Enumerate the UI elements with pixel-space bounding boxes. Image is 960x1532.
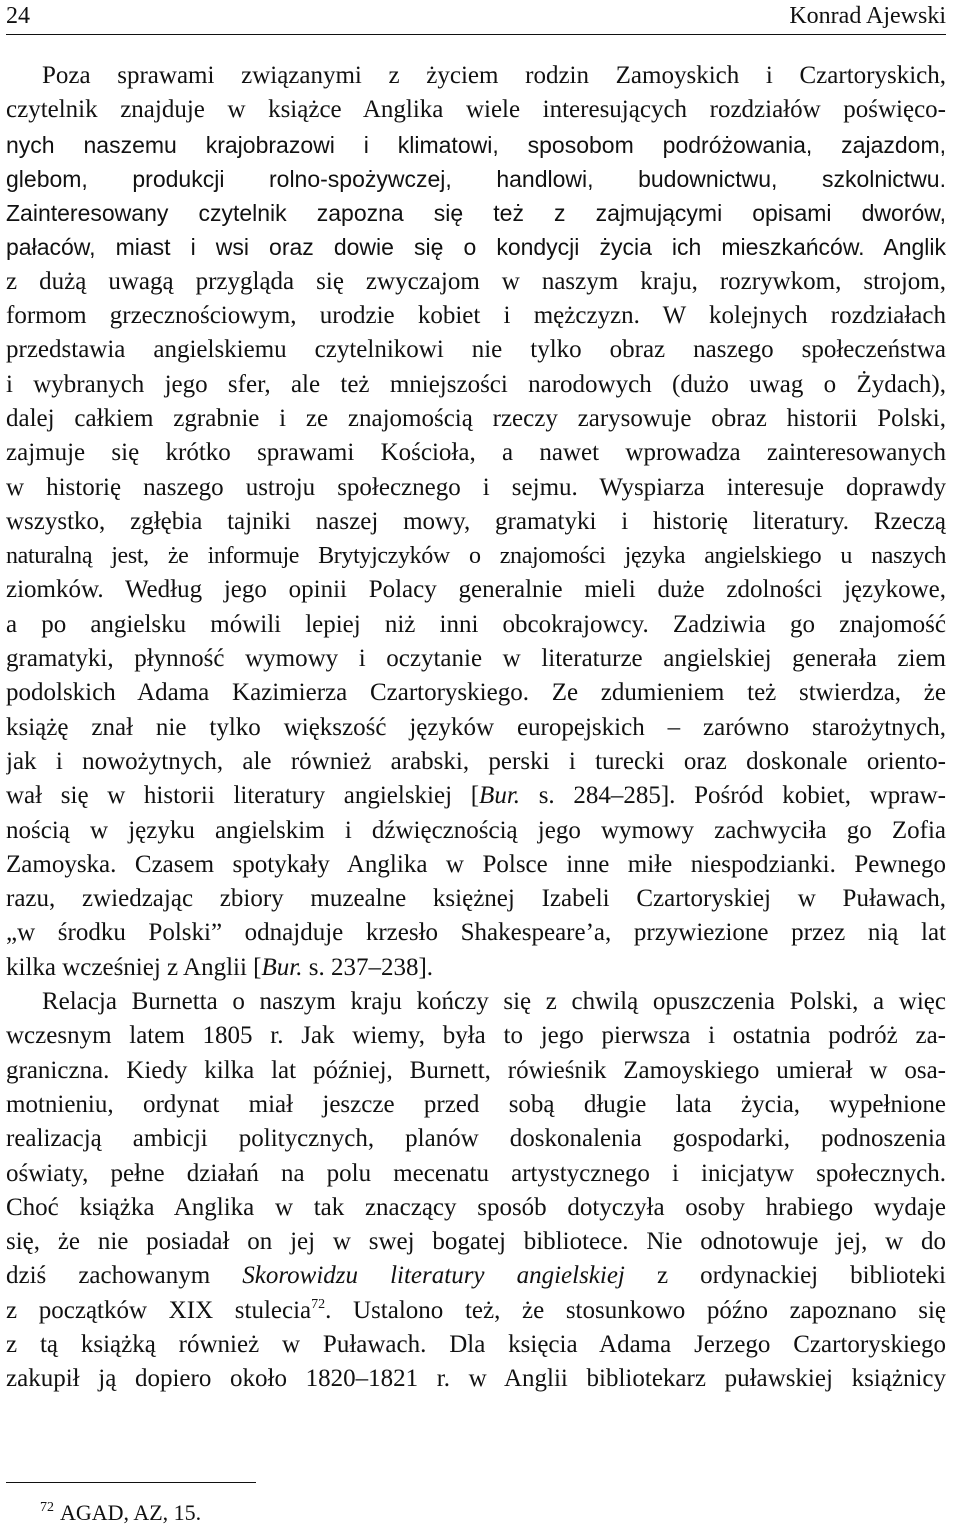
text-segment: oświaty, pełne działań na polu mecenatu artystycznego i inicjatyw społecznych. [6, 1159, 946, 1187]
text-line [6, 814, 946, 848]
text-line [6, 299, 946, 333]
text-segment: realizacją ambicji politycznych, planów doskonalenia gospodarki, podnoszenia [6, 1125, 946, 1153]
text-segment: „w środku Polski” odnajduje krzesło Shakespeare’a, przywiezione przez nią lat [6, 919, 946, 947]
page-number: 24 [6, 3, 30, 29]
text-line [6, 402, 946, 436]
text-line [6, 1019, 946, 1053]
text-segment: zajmuje się krótko sprawami Kościoła, a nawet wprowadza zainteresowanych [6, 439, 946, 467]
running-head-author: Konrad Ajewski [789, 3, 946, 29]
text-line [6, 676, 946, 710]
italic-text: Bur. [261, 953, 303, 981]
text-segment: zakupił ją dopiero około 1820–1821 r. w Anglii bibliotekarz puławskiej książnicy [6, 1365, 946, 1393]
footnote-reference: 72 [311, 1296, 326, 1312]
text-line [6, 882, 946, 916]
text-segment: z dużą uwagą przygląda się zwyczajom w naszym kraju, rozrywkom, strojom, [6, 267, 946, 295]
text-segment: glebom, produkcji rolno-spożywczej, handlowi, budownictwu, szkolnictwu. [6, 165, 946, 192]
text-line [6, 745, 946, 779]
text-line [6, 1362, 946, 1396]
text-segment: dziś zachowanym [6, 1262, 243, 1290]
text-line [6, 230, 946, 264]
footnote-text: AGAD, AZ, 15. [60, 1500, 202, 1525]
text-line [6, 436, 946, 470]
text-line [6, 1088, 946, 1122]
text-line [6, 573, 946, 607]
text-segment: i wybranych jego sfer, ale też mniejszości narodowych (dużo uwag o Żydach), [6, 370, 946, 398]
text-segment: formom grzecznościowym, urodzie kobiet i mężczyzn. W kolejnych rozdziałach [6, 302, 946, 330]
text-line [6, 505, 946, 539]
text-segment: wszystko, zgłębia tajniki naszej mowy, gramatyki i historię literatury. Rzeczą [6, 507, 946, 535]
text-line [6, 1259, 946, 1293]
text-segment: z początków XIX stulecia [6, 1296, 312, 1324]
text-segment: podolskich Adama Kazimierza Czartoryskiego. Ze zdumieniem też stwierdza, że [6, 679, 946, 707]
italic-text: Bur. [479, 782, 521, 810]
text-segment: wał się w historii literatury angielskiej [ [6, 782, 480, 810]
text-segment: nych naszemu krajobrazowi i klimatowi, sposobom podróżowania, zajazdom, [6, 131, 946, 158]
text-line [6, 539, 946, 573]
text-segment: razu, zwiedzając zbiory muzealne księżnej Izabeli Czartoryskiej w Puławach, [6, 885, 946, 913]
text-line [6, 128, 946, 162]
text-segment: naturalną jest, że informuje Brytyjczyków o znajomości języka angielskiego u naszych [6, 543, 946, 570]
text-line [6, 162, 946, 196]
text-segment: s. 284–285]. Pośród kobiet, wpraw- [520, 782, 946, 810]
text-segment: wczesnym latem 1805 r. Jak wiemy, była to jego pierwsza i ostatnia podróż za- [6, 1022, 946, 1050]
text-line [6, 642, 946, 676]
text-line [6, 333, 946, 367]
text-line [6, 951, 946, 985]
text-line [6, 779, 946, 813]
text-segment: motnieniu, ordynat miał jeszcze przed sobą długie lata życia, wypełnione [6, 1090, 946, 1118]
text-line [6, 916, 946, 950]
text-segment: książę znał nie tylko większość języków europejskich – zarówno starożytnych, [6, 713, 946, 741]
text-segment: a po angielsku mówili lepiej niż inni obcokrajowcy. Zadziwia go znajomość [6, 610, 946, 638]
footnote-mark: 72 [40, 1500, 54, 1515]
page-header [6, 0, 946, 35]
text-segment: Choć książka Anglika w tak znaczący sposób dotyczyła osoby hrabiego wydaje [6, 1193, 946, 1221]
text-line [6, 1191, 946, 1225]
footnote [40, 1500, 201, 1526]
text-line [6, 1225, 946, 1259]
footnote-separator [6, 1482, 256, 1483]
text-segment: dalej całkiem zgrabnie i ze znajomością rzeczy zarysowuje obraz historii Polski, [6, 404, 946, 432]
text-line [6, 1328, 946, 1362]
text-line [6, 848, 946, 882]
text-segment: Zainteresowany czytelnik zapozna się też z zajmującymi opisami dworów, [6, 200, 946, 227]
italic-text: Skorowidzu literatury angielskiej [242, 1262, 625, 1290]
text-line [6, 196, 946, 230]
text-segment: nością w języku angielskim i dźwięcznością jego wymowy zachwyciła go Zofia [6, 816, 946, 844]
text-segment: kilka wcześniej z Anglii [ [6, 953, 262, 981]
text-segment: z tą książką również w Puławach. Dla księcia Adama Jerzego Czartoryskiego [6, 1330, 946, 1358]
text-segment: Zamoyska. Czasem spotykały Anglika w Polsce inne miłe niespodzianki. Pewnego [6, 850, 946, 878]
text-line [6, 265, 946, 299]
text-segment: s. 237–238]. [302, 953, 434, 981]
text-segment: Relacja Burnetta o naszym kraju kończy się z chwilą opuszczenia Polski, a więc [42, 988, 946, 1016]
text-line [6, 711, 946, 745]
text-segment: jak i nowożytnych, ale również arabski, perski i turecki oraz doskonale oriento- [6, 747, 946, 775]
text-segment: przedstawia angielskiemu czytelnikowi nie tylko obraz naszego społeczeństwa [6, 336, 946, 364]
text-segment: Poza sprawami związanymi z życiem rodzin Zamoyskich i Czartoryskich, [42, 62, 946, 89]
text-segment: w historię naszego ustroju społecznego i sejmu. Wyspiarza interesuje doprawdy [6, 473, 946, 501]
text-line [6, 1054, 946, 1088]
text-segment: ziomków. Według jego opinii Polacy generalnie mieli duże zdolności językowe, [6, 576, 946, 604]
text-line [6, 59, 946, 93]
text-line [6, 368, 946, 402]
text-segment: z ordynackiej biblioteki [624, 1262, 946, 1290]
text-line [6, 985, 946, 1019]
text-line [6, 93, 946, 127]
text-segment: czytelnik znajduje w książce Anglika wiele interesujących rozdziałów poświęco- [6, 96, 946, 124]
text-line [6, 608, 946, 642]
body-text [6, 59, 946, 1397]
text-segment: gramatyki, płynność wymowy i oczytanie w literaturze angielskiej generała ziem [6, 645, 946, 673]
text-line [6, 471, 946, 505]
text-segment: pałaców, miast i wsi oraz dowie się o kondycji życia ich mieszkańców. Anglik [6, 234, 946, 261]
text-line [6, 1294, 946, 1328]
text-segment: się, że nie posiadał on jej w swej bogatej bibliotece. Nie odnotowuje jej, w do [6, 1228, 946, 1256]
text-line [6, 1157, 946, 1191]
text-line [6, 1122, 946, 1156]
text-segment: . Ustalono też, że stosunkowo późno zapoznano się [325, 1296, 946, 1324]
text-segment: graniczna. Kiedy kilka lat później, Burnett, rówieśnik Zamoyskiego umierał w osa- [6, 1056, 946, 1084]
